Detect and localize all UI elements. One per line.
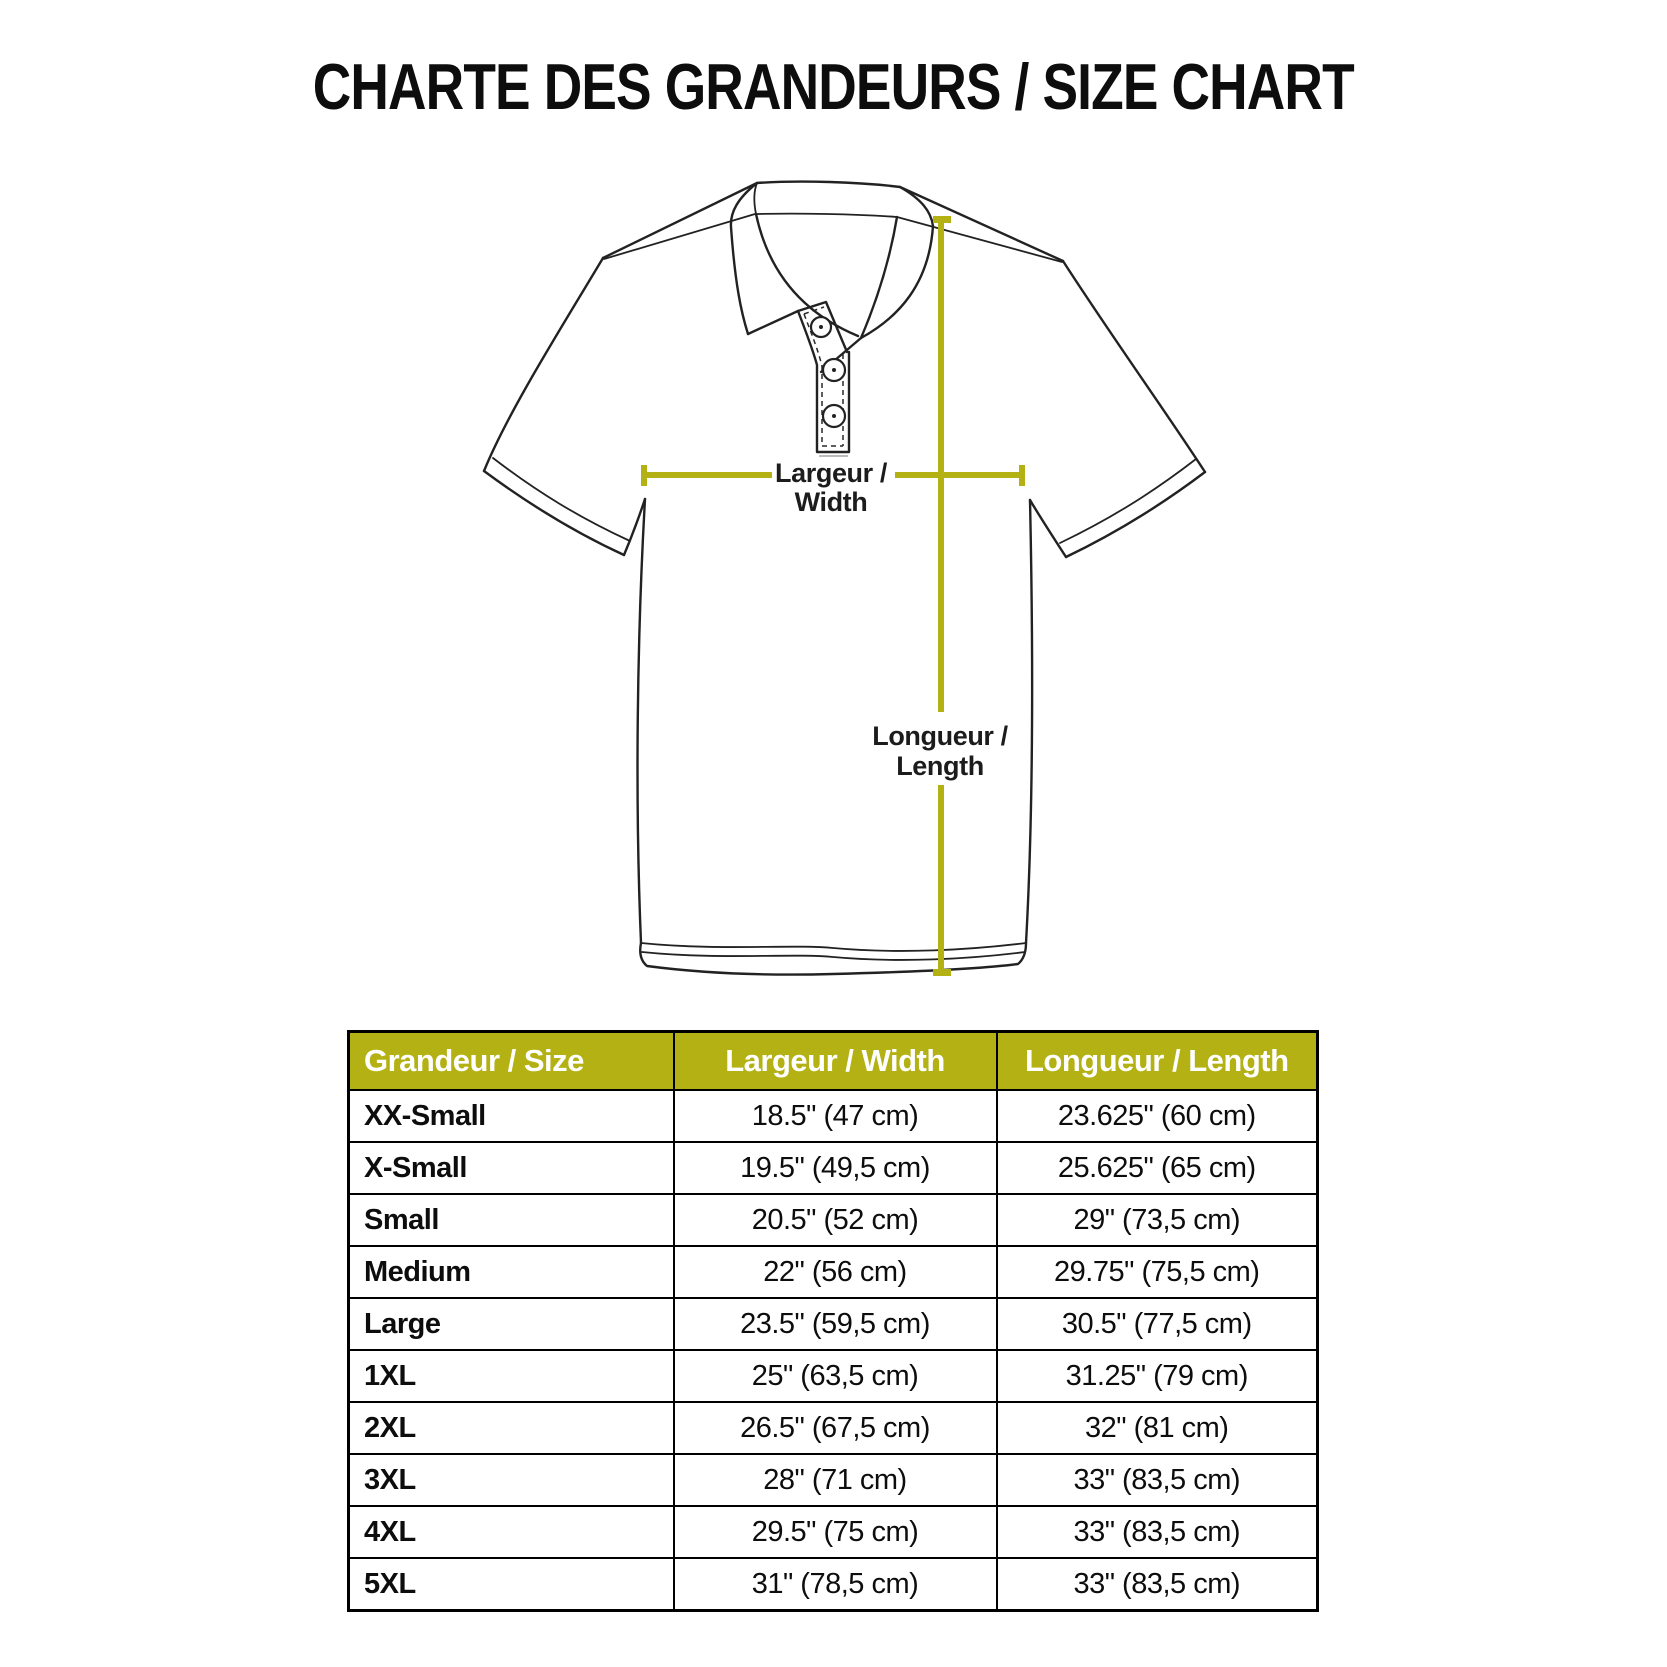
body-left-side xyxy=(638,499,645,943)
size-cell: Large xyxy=(349,1298,674,1350)
width-cell: 19.5" (49,5 cm) xyxy=(674,1142,997,1194)
button-1 xyxy=(811,317,831,337)
right-underarm xyxy=(1030,500,1066,557)
length-cell: 25.625" (65 cm) xyxy=(997,1142,1318,1194)
length-label-line1: Longueur / xyxy=(872,721,1008,751)
table-row xyxy=(349,1454,1318,1506)
button-3 xyxy=(823,405,845,427)
collar-band-seam xyxy=(756,214,897,217)
size-cell: XX-Small xyxy=(349,1090,674,1142)
length-measure-line xyxy=(933,216,951,976)
size-cell: X-Small xyxy=(349,1142,674,1194)
table-row xyxy=(349,1090,1318,1142)
size-cell: 5XL xyxy=(349,1558,674,1611)
width-cell: 29.5" (75 cm) xyxy=(674,1506,997,1558)
length-cell: 33" (83,5 cm) xyxy=(997,1454,1318,1506)
polo-shirt-drawing xyxy=(484,182,1205,975)
right-sleeve-outer xyxy=(1063,261,1205,472)
width-label-line1: Largeur / xyxy=(775,458,887,488)
button-2 xyxy=(823,359,845,381)
collar-left-end xyxy=(754,183,757,214)
width-cell: 20.5" (52 cm) xyxy=(674,1194,997,1246)
table-row xyxy=(349,1350,1318,1402)
collar-v-opening xyxy=(756,214,858,336)
left-sleeve-end xyxy=(484,471,624,555)
header-width: Largeur / Width xyxy=(674,1032,997,1091)
size-cell: 4XL xyxy=(349,1506,674,1558)
collar-right-flap-inner xyxy=(861,217,897,338)
width-cell: 31" (78,5 cm) xyxy=(674,1558,997,1611)
collar-left-flap-bottom xyxy=(748,311,798,334)
size-cell: 2XL xyxy=(349,1402,674,1454)
left-sleeve-outer xyxy=(484,258,603,471)
width-cell: 22" (56 cm) xyxy=(674,1246,997,1298)
length-cell: 23.625" (60 cm) xyxy=(997,1090,1318,1142)
width-cell: 28" (71 cm) xyxy=(674,1454,997,1506)
width-cell: 18.5" (47 cm) xyxy=(674,1090,997,1142)
length-cell: 31.25" (79 cm) xyxy=(997,1350,1318,1402)
table-row xyxy=(349,1506,1318,1558)
length-cell: 33" (83,5 cm) xyxy=(997,1506,1318,1558)
hem-stitch-top xyxy=(641,943,1026,951)
length-cell: 29" (73,5 cm) xyxy=(997,1194,1318,1246)
collar-top-edge xyxy=(757,182,900,187)
width-cell: 25" (63,5 cm) xyxy=(674,1350,997,1402)
left-cuff-seam xyxy=(493,458,630,541)
table-body xyxy=(349,1090,1318,1611)
length-cell: 29.75" (75,5 cm) xyxy=(997,1246,1318,1298)
table-row xyxy=(349,1298,1318,1350)
table-row xyxy=(349,1402,1318,1454)
collar-left-flap-outer xyxy=(731,183,757,334)
header-size: Grandeur / Size xyxy=(349,1032,674,1091)
table-row xyxy=(349,1558,1318,1611)
right-cuff-seam xyxy=(1060,459,1196,543)
size-cell: Medium xyxy=(349,1246,674,1298)
length-cell: 32" (81 cm) xyxy=(997,1402,1318,1454)
size-cell: 1XL xyxy=(349,1350,674,1402)
collar-right-flap-outer xyxy=(861,187,933,338)
width-cell: 23.5" (59,5 cm) xyxy=(674,1298,997,1350)
width-cell: 26.5" (67,5 cm) xyxy=(674,1402,997,1454)
page-title: CHARTE DES GRANDEURS / SIZE CHART xyxy=(312,51,1355,124)
length-cell: 33" (83,5 cm) xyxy=(997,1558,1318,1611)
body-right-side xyxy=(1026,500,1032,943)
right-sleeve-end xyxy=(1066,472,1205,557)
width-label-line2: Width xyxy=(794,487,868,517)
table-row xyxy=(349,1246,1318,1298)
size-cell: 3XL xyxy=(349,1454,674,1506)
size-chart-table xyxy=(347,1030,1319,1612)
table-row xyxy=(349,1142,1318,1194)
length-cell: 30.5" (77,5 cm) xyxy=(997,1298,1318,1350)
table-row xyxy=(349,1194,1318,1246)
table-header xyxy=(349,1032,1318,1091)
hem-stitch-bottom xyxy=(642,952,1025,960)
header-length: Longueur / Length xyxy=(997,1032,1318,1091)
size-cell: Small xyxy=(349,1194,674,1246)
length-label-line2: Length xyxy=(896,751,984,781)
